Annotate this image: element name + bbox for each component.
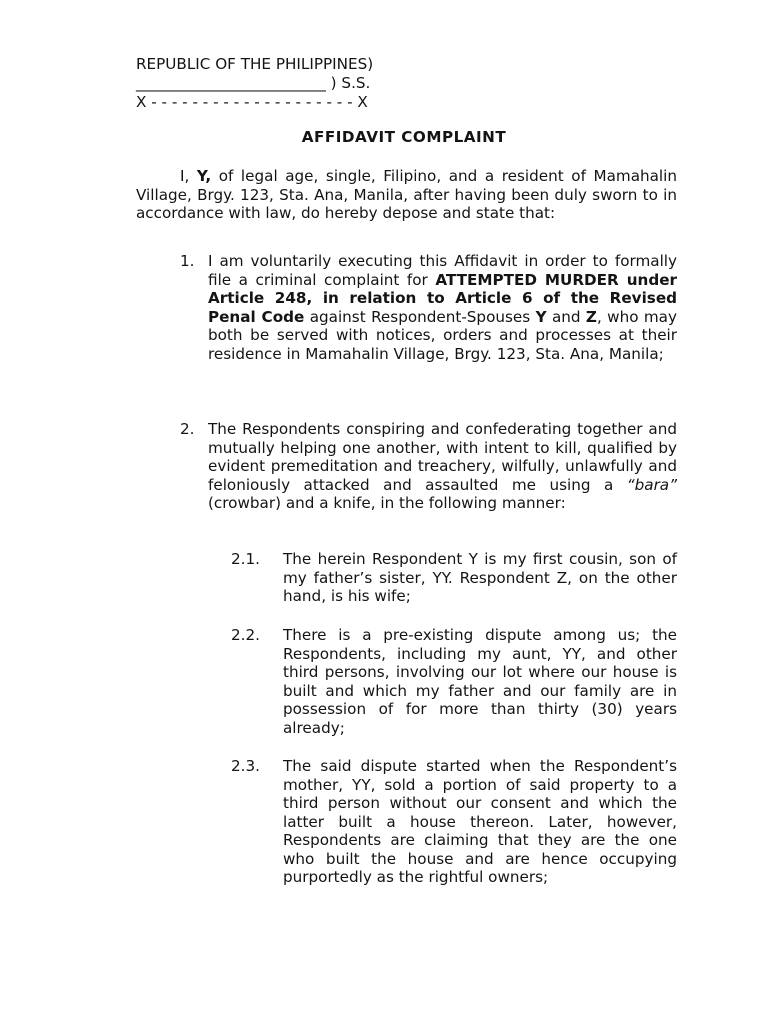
- item-body: [208, 420, 677, 513]
- item2-text-2: (crowbar) and a knife, in the following manner:: [208, 494, 566, 512]
- item1-text-1: I am voluntarily executing this Affidavit in order to formally file a criminal complaint for: [208, 252, 677, 289]
- item1-text-2: against Respondent-Spouses: [304, 307, 536, 326]
- item1-respondent-z: Z: [585, 307, 597, 326]
- sub-item-2-2: [231, 626, 677, 737]
- intro-text-start: I,: [180, 167, 197, 185]
- item2-bara-term: “bara”: [626, 475, 677, 494]
- item-number: 2.: [180, 420, 195, 438]
- item2-text-1: The Respondents conspiring and confederating together and mutually helping one another, with intent to kill, qualified by evident premeditation and treachery, wilfully, unlawfully and feloniously attacked and assaulted me using a: [208, 420, 677, 494]
- item1-text-4: , who may both be served with notices, orders and processes at their residence in Mamahalin Village, Brgy. 123, Sta. Ana, Manila;: [208, 307, 677, 363]
- sub-item-body: There is a pre-existing dispute among us; the Respondents, including my aunt, YY, and other third persons, involving our lot where our house is built and which my father and our family are in possession of for more than thirty (30) years already;: [283, 626, 677, 737]
- caption-x-line: X - - - - - - - - - - - - - - - - - - - - X: [136, 93, 368, 111]
- sub-item-number: 2.1.: [231, 550, 260, 568]
- item1-respondent-y: Y: [535, 307, 547, 326]
- caption-venue-line: _________________________ ) S.S.: [136, 74, 371, 92]
- sub-item-body: The said dispute started when the Respondent’s mother, YY, sold a portion of said property to a third person without our consent and which the latter built a house thereon. Later, however, Respondents are claiming that they are the one who built the house and are hence occupying purportedly as the rightful owners;: [283, 757, 677, 886]
- sub-item-number: 2.3.: [231, 757, 260, 775]
- item-number: 1.: [180, 252, 195, 270]
- sub-item-2-1: [231, 550, 677, 606]
- item-body: [208, 252, 677, 363]
- sub-item-2-3: [231, 757, 677, 887]
- intro-text-rest: of legal age, single, Filipino, and a resident of Mamahalin Village, Brgy. 123, Sta. Ana, Manila, after having been duly sworn to in accordance with law, do hereby depose and state that:: [136, 167, 677, 222]
- numbered-item-2: [180, 420, 677, 513]
- numbered-item-1: [180, 252, 677, 363]
- sub-item-number: 2.2.: [231, 626, 260, 644]
- document-title: AFFIDAVIT COMPLAINT: [301, 128, 507, 146]
- caption-republic-line: REPUBLIC OF THE PHILIPPINES): [136, 55, 374, 73]
- item1-charge: ATTEMPTED MURDER under Article 248, in relation to Article 6 of the Revised Penal Code: [208, 270, 678, 326]
- item1-text-3: and: [546, 307, 586, 326]
- intro-paragraph: [136, 167, 677, 223]
- sub-item-body: The herein Respondent Y is my first cousin, son of my father’s sister, YY. Respondent Z, on the other hand, is his wife;: [283, 550, 677, 605]
- affiant-name: Y,: [196, 167, 212, 185]
